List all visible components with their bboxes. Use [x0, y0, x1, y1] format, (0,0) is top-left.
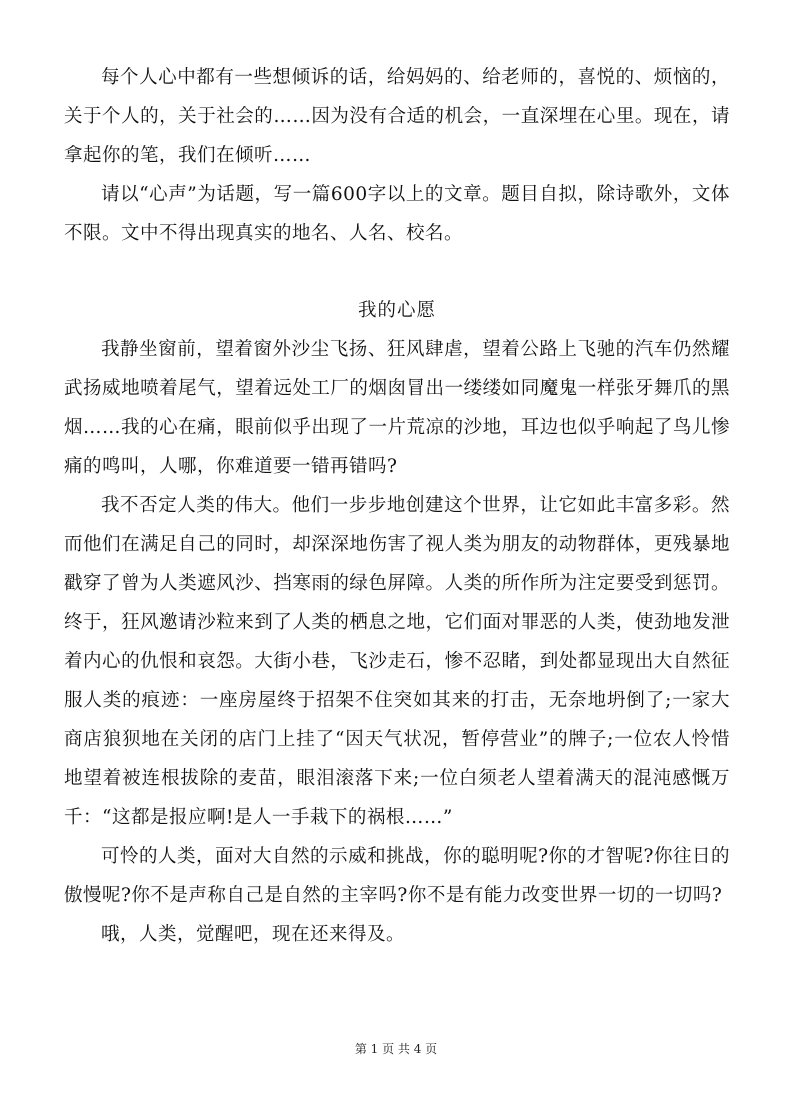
- essay-paragraph-4: 哦，人类，觉醒吧，现在还来得及。: [101, 924, 406, 945]
- essay-paragraph-1: 我静坐窗前，望着窗外沙尘飞扬、狂风肆虐，望着公路上飞驰的汽车仍然耀武扬威地喷着尾气，望着远处工厂的烟囱冒出一缕缕如同魔鬼一样张牙舞爪的黑烟……我的心在痛，眼前似乎出现了一片荒凉的沙地，耳边也似乎响起了鸟儿惨痛的鸣叫，人哪，你难道要一错再错吗?: [64, 339, 730, 477]
- prompt-paragraph-2: 请以“心声”为话题，写一篇600字以上的文章。题目自拟，除诗歌外，文体不限。文中不得出现真实的地名、人名、校名。: [64, 184, 730, 244]
- page-number-footer: 第 1 页 共 4 页: [354, 1042, 438, 1056]
- essay-paragraph-3: 可怜的人类，面对大自然的示威和挑战，你的聪明呢?你的才智呢?你往日的傲慢呢?你不是声称自己是自然的主宰吗?你不是有能力改变世界一切的一切吗?: [64, 846, 730, 906]
- document-page: [64, 58, 730, 954]
- essay-paragraph-2: 我不否定人类的伟大。他们一步步地创建这个世界，让它如此丰富多彩。然而他们在满足自己的同时，却深深地伤害了视人类为朋友的动物群体，更残暴地戳穿了曾为人类遮风沙、挡寒雨的绿色屏障。人类的所作所为注定要受到惩罚。终于，狂风邀请沙粒来到了人类的栖息之地，它们面对罪恶的人类，使劲地发泄着内心的仇恨和哀怨。大街小巷，飞沙走石，惨不忍睹，到处都显现出大自然征服人类的痕迹：一座房屋终于招架不住突如其来的打击，无奈地坍倒了;一家大商店狼狈地在关闭的店门上挂了“因天气状况，暂停营业”的牌子;一位农人怜惜地望着被连根拔除的麦苗，眼泪滚落下来;一位白须老人望着满天的混沌感慨万千：“这都是报应啊!是人一手栽下的祸根……”: [64, 495, 730, 828]
- essay-title: 我的心愿: [357, 300, 436, 321]
- prompt-paragraph-1: 每个人心中都有一些想倾诉的话，给妈妈的、给老师的，喜悦的、烦恼的，关于个人的，关于社会的……因为没有合适的机会，一直深埋在心里。现在，请拿起你的笔，我们在倾听……: [64, 67, 730, 166]
- section-gap: [64, 253, 730, 281]
